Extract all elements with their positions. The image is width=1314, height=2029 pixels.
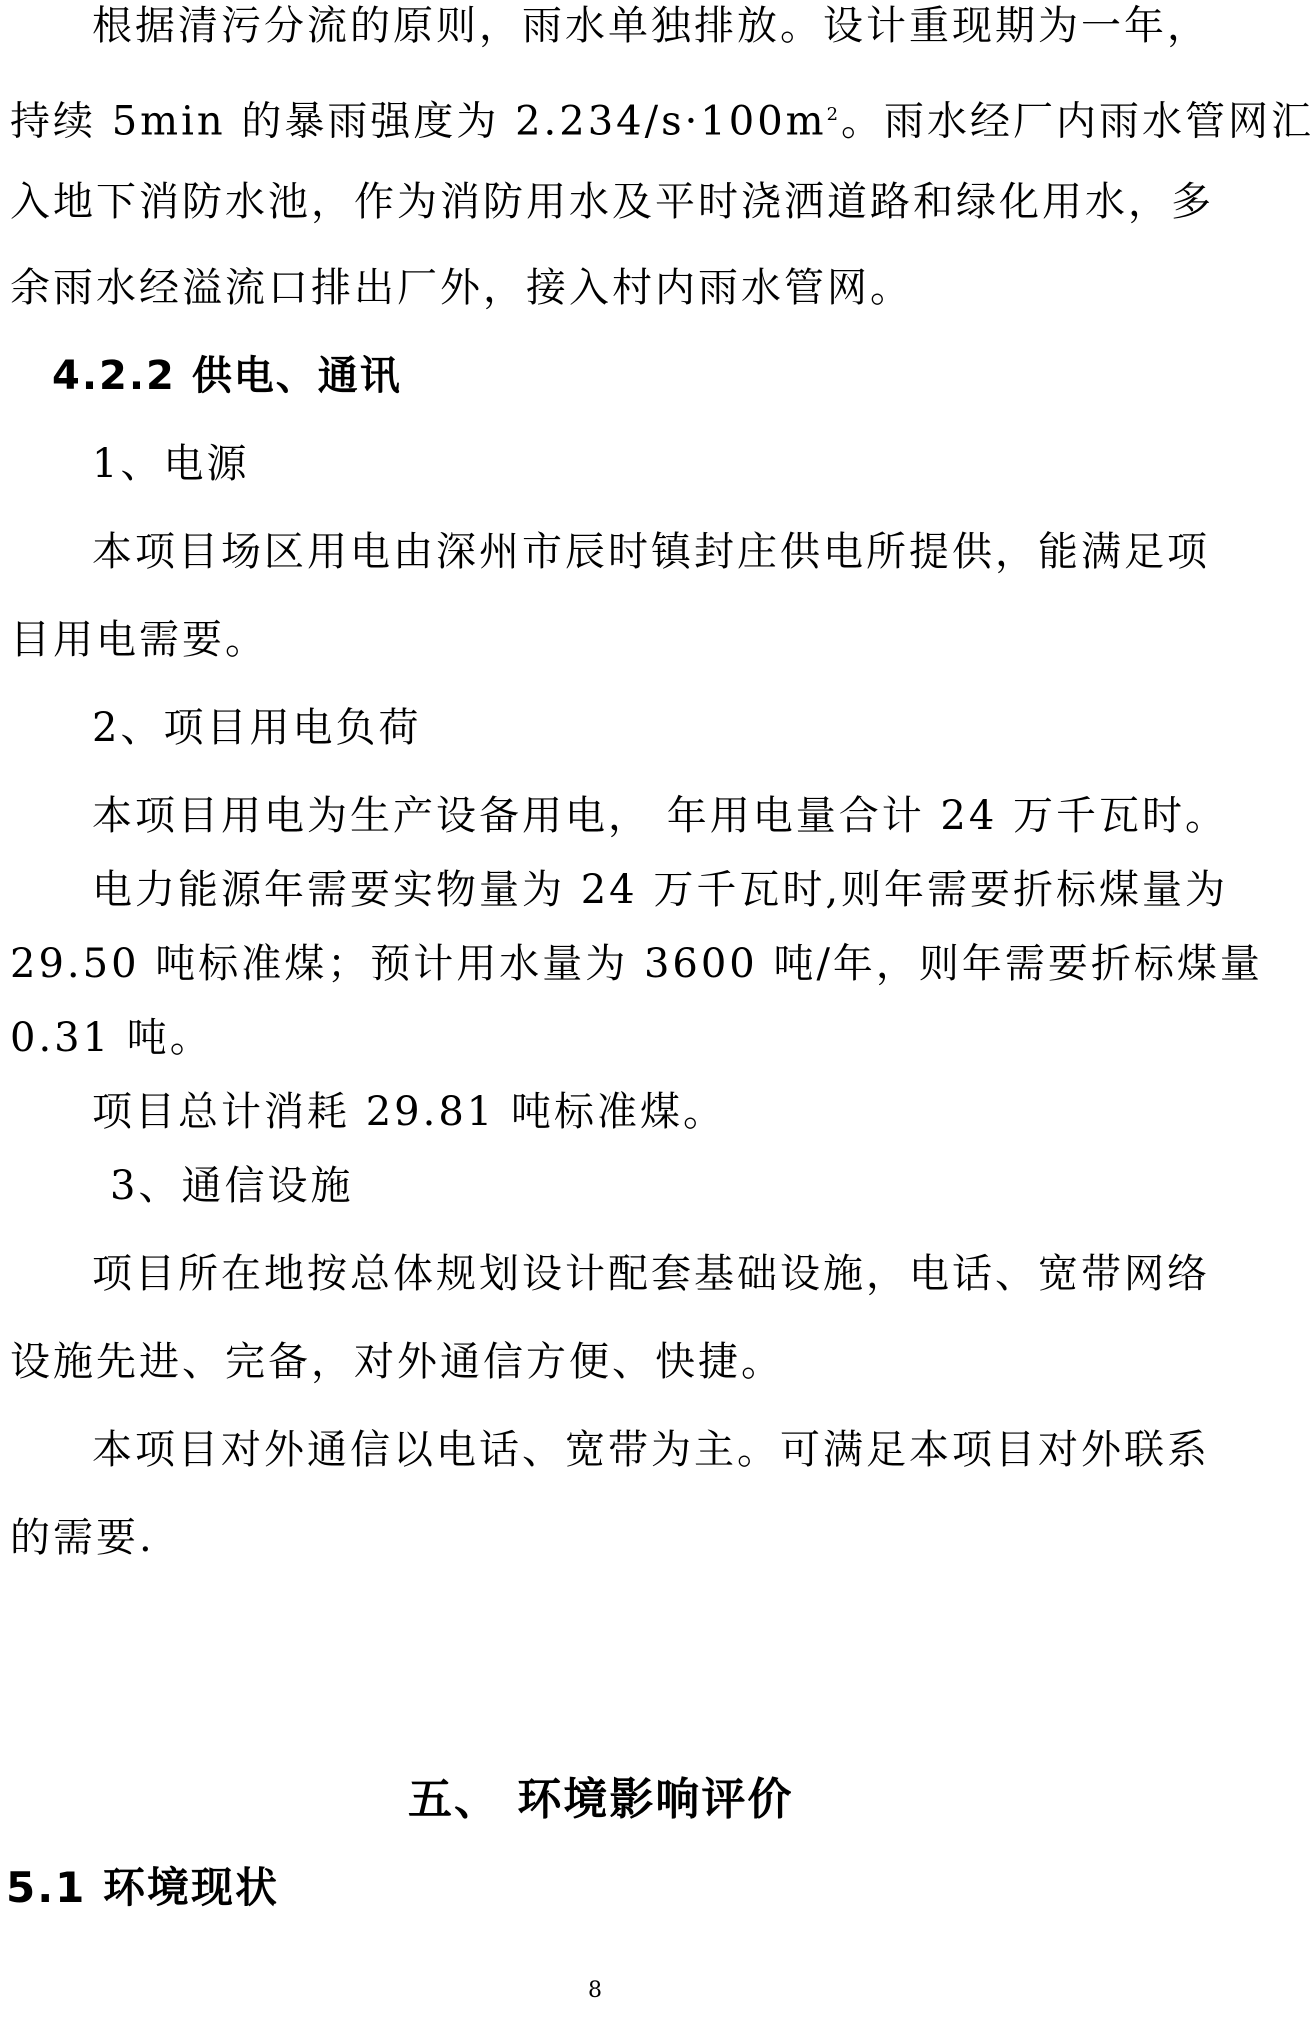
text: 入地下消防水池，作为消防用水及平时浇洒道路和绿化用水，多 <box>10 179 1214 225</box>
text: 根据清污分流的原则，雨水单独排放。设计重现期为一年， <box>92 3 1210 49</box>
item-title: 2、项目用电负荷 <box>92 705 422 751</box>
text: 项目所在地按总体规划设计配套基础设施，电话、宽带网络 <box>92 1251 1210 1297</box>
paragraph-line: 目用电需要。 <box>10 617 268 663</box>
page-number: 8 <box>588 1978 602 2003</box>
paragraph-line <box>10 178 1214 226</box>
paragraph-line: 项目总计消耗 29.81 吨标准煤。 <box>92 1089 726 1135</box>
text: 持续 5min 的暴雨强度为 2.234/s·100m <box>10 98 827 145</box>
item-title: 3、通信设施 <box>110 1163 354 1209</box>
paragraph-line <box>92 2 1210 50</box>
paragraph-line <box>92 1426 1210 1474</box>
section-title: 5.1 环境现状 <box>6 1863 280 1912</box>
text: 。雨水经厂内雨水管网汇 <box>841 98 1314 145</box>
text: 电力能源年需要实物量为 24 万千瓦时,则年需要折标煤量为 <box>92 867 1229 913</box>
paragraph-line <box>92 1250 1210 1298</box>
paragraph-line: 设施先进、完备，对外通信方便、快捷。 <box>10 1339 784 1385</box>
superscript: 2 <box>826 104 842 125</box>
item-title: 1、电源 <box>92 441 250 487</box>
paragraph-line: 的需要. <box>10 1515 155 1561</box>
text: 本项目场区用电由深州市辰时镇封庄供电所提供，能满足项 <box>92 529 1210 575</box>
paragraph-line <box>92 528 1210 576</box>
text: 本项目对外通信以电话、宽带为主。可满足本项目对外联系 <box>92 1427 1210 1473</box>
chapter-title: 五、 环境影响评价 <box>408 1774 794 1825</box>
text: 余雨水经溢流口排出厂外，接入村内雨水管网。 <box>10 265 913 311</box>
paragraph-line <box>10 940 1263 988</box>
paragraph-line <box>10 264 913 312</box>
subsection-heading: 4.2.2 供电、通讯 <box>52 353 402 399</box>
paragraph-line <box>92 866 1229 914</box>
text: 29.50 吨标准煤；预计用水量为 3600 吨/年，则年需要折标煤量 <box>10 941 1263 987</box>
paragraph-line <box>10 91 1314 145</box>
paragraph-line: 本项目用电为生产设备用电， 年用电量合计 24 万千瓦时。 <box>92 793 1229 839</box>
paragraph-line: 0.31 吨。 <box>10 1015 213 1061</box>
